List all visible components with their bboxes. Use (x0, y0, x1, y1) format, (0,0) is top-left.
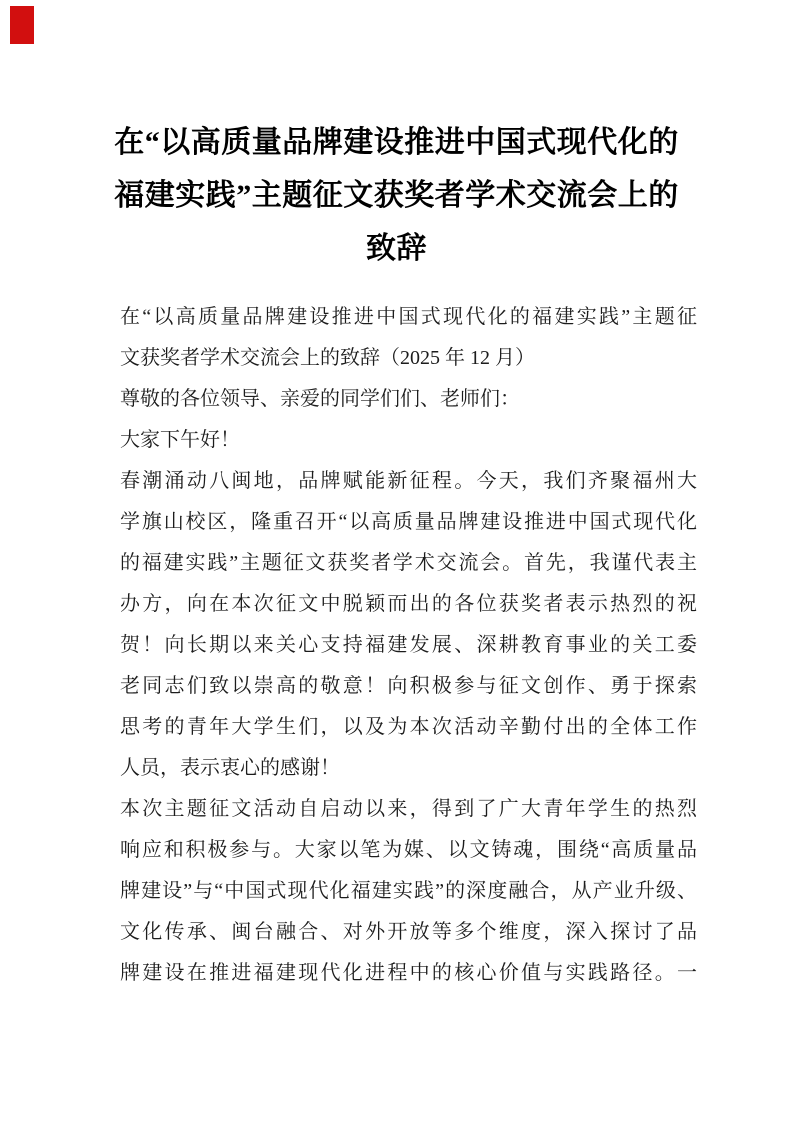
body-line: 学旗山校区，隆重召开“以高质量品牌建设推进中国式现代化 (120, 511, 697, 533)
body-line: 老同志们致以崇高的敬意！向积极参与征文创作、勇于探索 (120, 675, 697, 697)
document-body (120, 297, 697, 994)
body-line: 牌建设”与“中国式现代化福建实践”的深度融合，从产业升级、 (120, 880, 697, 902)
title-line-1: 在“以高质量品牌建设推进中国式现代化的 (114, 126, 679, 159)
body-line: 在“以高质量品牌建设推进中国式现代化的福建实践”主题征 (120, 306, 697, 328)
body-line: 响应和积极参与。大家以笔为媒、以文铸魂，围绕“高质量品 (120, 839, 697, 861)
body-line: 尊敬的各位领导、亲爱的同学们们、老师们： (120, 388, 520, 410)
red-corner-mark (10, 6, 34, 44)
body-line: 文获奖者学术交流会上的致辞（2025 年 12 月） (120, 347, 535, 369)
document-title (60, 116, 733, 275)
body-line: 人员，表示衷心的感谢！ (120, 757, 340, 779)
body-line: 大家下午好！ (120, 429, 240, 451)
body-line: 春潮涌动八闽地，品牌赋能新征程。今天，我们齐聚福州大 (120, 470, 697, 492)
body-line: 文化传承、闽台融合、对外开放等多个维度，深入探讨了品 (120, 921, 697, 943)
title-line-2: 福建实践”主题征文获奖者学术交流会上的 (114, 179, 679, 212)
body-line: 本次主题征文活动自启动以来，得到了广大青年学生的热烈 (120, 798, 697, 820)
body-line: 办方，向在本次征文中脱颖而出的各位获奖者表示热烈的祝 (120, 593, 697, 615)
body-line: 贺！向长期以来关心支持福建发展、深耕教育事业的关工委 (120, 634, 697, 656)
body-line: 的福建实践”主题征文获奖者学术交流会。首先，我谨代表主 (120, 552, 697, 574)
body-line: 牌建设在推进福建现代化进程中的核心价值与实践路径。一 (120, 962, 697, 984)
body-line: 思考的青年大学生们，以及为本次活动辛勤付出的全体工作 (120, 716, 697, 738)
title-line-3: 致辞 (366, 232, 427, 265)
